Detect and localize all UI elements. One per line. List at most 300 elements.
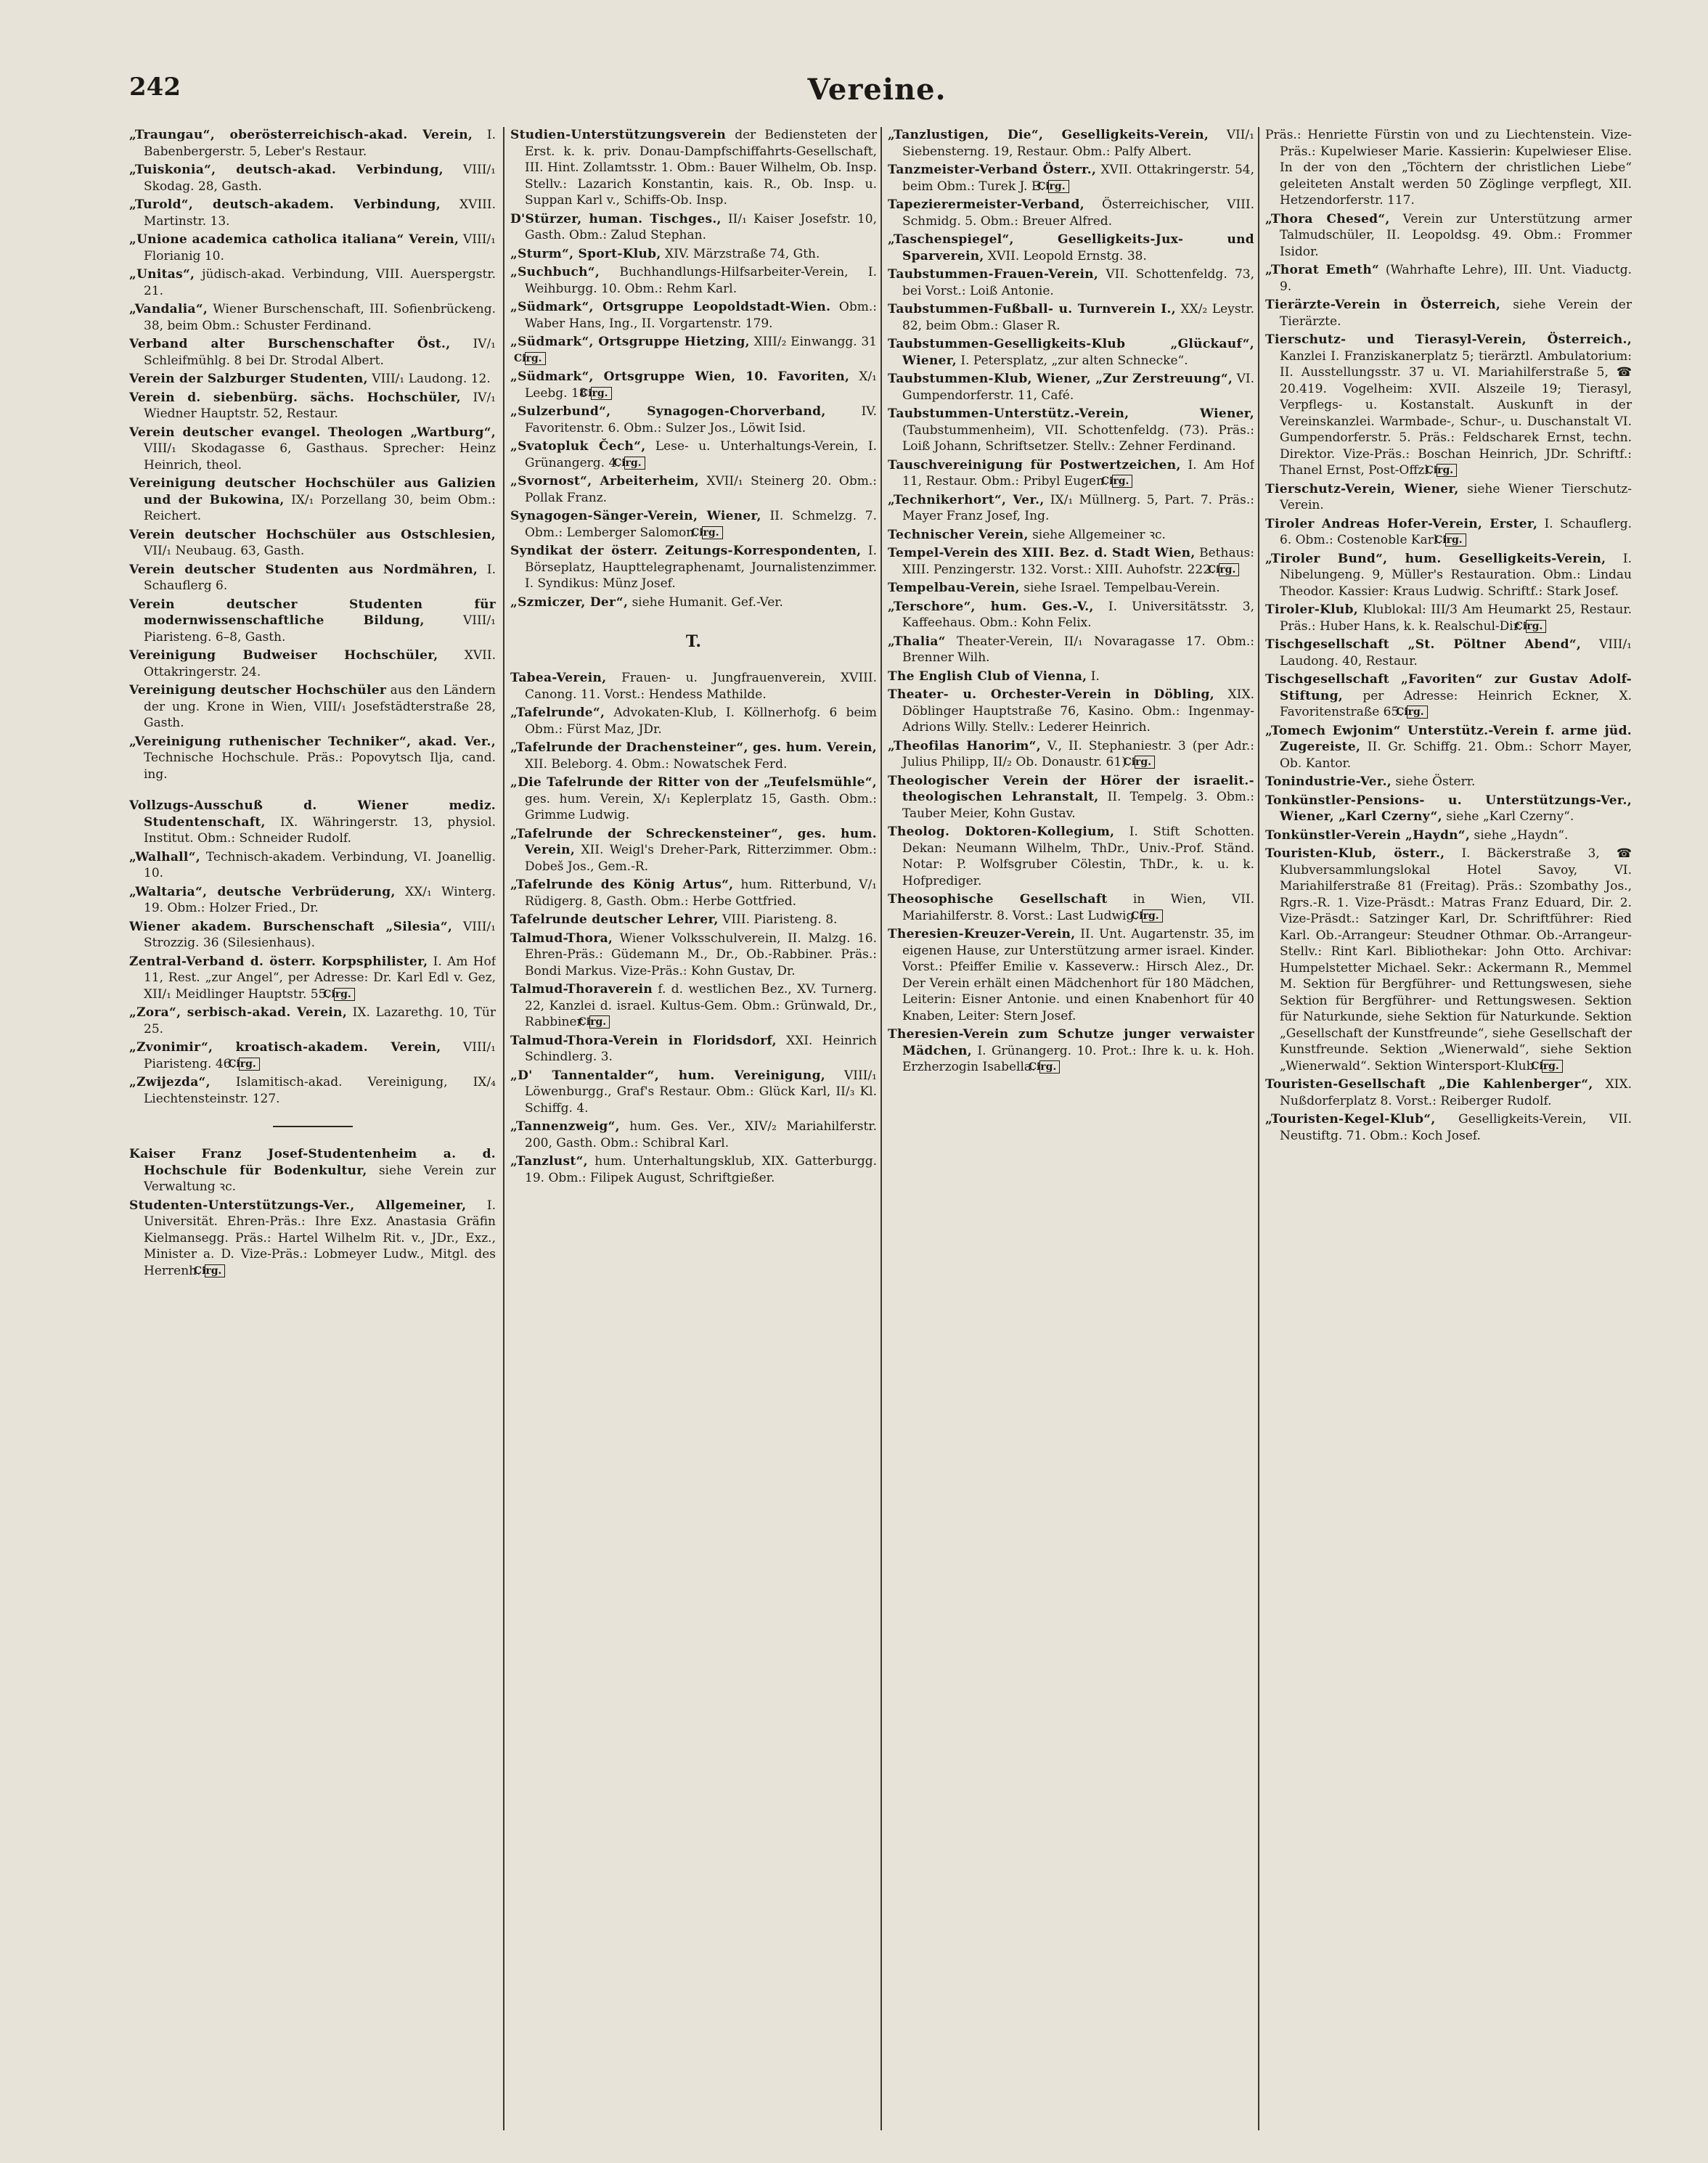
directory-entry — [129, 919, 496, 952]
directory-entry — [888, 773, 1254, 822]
directory-entry — [129, 597, 496, 646]
directory-entry — [510, 912, 877, 928]
directory-entry — [888, 301, 1254, 334]
directory-entry — [510, 334, 877, 367]
entry-details: Technisch-akadem. Verbindung, VI. Joanellig. 10. — [144, 849, 496, 880]
entry-details: siehe Verein zur Verwaltung ꝛc. — [144, 1163, 496, 1194]
entry-details: I. Babenbergerstr. 5, Leber's Restaur. — [144, 128, 496, 159]
entry-details: I. Börseplatz, Haupttelegraphenamt, Journalistenzimmer. I. Syndikus: Münz Josef. — [525, 544, 877, 591]
entry-details: Wiener Burschenschaft, III. Sofienbrückeng. 38, beim Obm.: Schuster Ferdinand. — [144, 302, 496, 333]
entry-details: in Wien, VII. Mariahilferstr. 8. Vorst.: Last Ludwig. — [902, 892, 1254, 923]
directory-entry — [888, 926, 1254, 1024]
entry-details: XIX. Nußdorferplatz 8. Vorst.: Reiberger Rudolf. — [1280, 1077, 1632, 1108]
entry-name: Tischgesellschaft „Favoriten“ zur Gustav Adolf-Stiftung, — [1265, 672, 1632, 703]
entry-details: XX/₂ Leystr. 82, beim Obm.: Glaser R. — [902, 302, 1254, 333]
directory-entry — [1265, 827, 1632, 844]
cirg-stamp: Cirg. — [239, 1058, 260, 1071]
entry-name: Verein deutscher Studenten aus Nordmähren, — [129, 562, 478, 577]
entry-name: „Zora“, serbisch-akad. Verein, — [129, 1005, 348, 1020]
entry-name: Verein deutscher evangel. Theologen „Wartburg“, — [129, 425, 496, 440]
entry-details: I. Bäckerstraße 3, ☎ Klubversammlungslokal Hotel Savoy, VI. Mariahilferstraße 81 (Freitag). Präs.: Szombathy Jos., Rgrs.-R. 1. Vize-Präsdt.: Matras Franz Eduard, Dir. 2. Vize-Präsdt.: Satzinger Karl, Dr. Schriftführer: Ried Karl. Ob.-Arrangeur: Steudner Othmar. Ob.-Arrangeur-Stellv.: Rint Karl. Bibliothekar: John Otto. Archivar: Humpelstetter Michael. Sekr.: Ackermann R., Memmel M. Sektion für Bergführer- und Rettungswesen, siehe Sektion für Bergführer- und Rettungswesen. Sektion für Naturkunde, siehe Sektion für Naturkunde. Sektion „Gesellschaft der Kunstfreunde“, siehe Gesellschaft der Kunstfreunde. Sektion „Wienerwald“, siehe Sektion „Wienerwald“. Sektion Wintersport-Klub. — [1280, 846, 1632, 1074]
entry-name: Taubstummen-Geselligkeits-Klub „Glückauf“, Wiener, — [888, 337, 1254, 368]
entry-details: Frauen- u. Jungfrauenverein, XVIII. Canong. 11. Vorst.: Hendess Mathilde. — [525, 671, 877, 702]
directory-entry — [888, 336, 1254, 369]
cirg-stamp: Cirg. — [702, 526, 723, 539]
entry-name: Studien-Unterstützungsverein — [510, 128, 727, 142]
entry-details: XVIII. Martinstr. 13. — [144, 197, 496, 229]
entry-name: Tonindustrie-Ver., — [1265, 774, 1392, 789]
entry-name: Tischgesellschaft „St. Pöltner Abend“, — [1265, 637, 1582, 652]
entry-details: I. Schauflerg. 6. Obm.: Costenoble Karl. — [1280, 516, 1632, 547]
entry-name: The English Club of Vienna, — [888, 668, 1087, 684]
entry-name: „Vereinigung ruthenischer Techniker“, akad. Ver., — [129, 734, 496, 749]
entry-name: „Turold“, deutsch-akadem. Verbindung, — [129, 197, 441, 212]
entry-name: „Suchbuch“, — [510, 265, 600, 279]
column-3 — [888, 127, 1254, 2130]
entry-details: Advokaten-Klub, I. Köllnerhofg. 6 beim Obm.: Fürst Maz, JDr. — [525, 706, 877, 737]
directory-entry — [1265, 1111, 1632, 1144]
entry-details: VIII/₁ Piaristeng. 6–8, Gasth. — [144, 613, 496, 645]
entry-name: „Svornost“, Arbeiterheim, — [510, 474, 699, 488]
entry-details: Lese- u. Unterhaltungs-Verein, I. Grünangerg. 4. — [525, 439, 877, 470]
entry-name: Vereinigung deutscher Hochschüler — [129, 683, 387, 698]
directory-entry — [888, 891, 1254, 924]
entry-name: „Traungau“, oberösterreichisch-akad. Verein, — [129, 128, 473, 142]
cirg-stamp: Cirg. — [589, 1015, 610, 1029]
entry-name: Tierärzte-Verein in Österreich, — [1265, 298, 1501, 312]
entry-name: Vollzugs-Ausschuß d. Wiener mediz. Studentenschaft, — [129, 798, 496, 830]
entry-name: „Tafelrunde des König Artus“, — [510, 878, 734, 892]
directory-entry — [1265, 602, 1632, 634]
entry-details: XX/₁ Winterg. 19. Obm.: Holzer Fried., Dr. — [144, 884, 496, 915]
entry-details: siehe „Karl Czerny“. — [1442, 809, 1574, 824]
entry-details: per Adresse: Heinrich Eckner, X. Favoritenstraße 65. — [1280, 688, 1632, 719]
cirg-stamp: Cirg. — [205, 1264, 226, 1277]
directory-entry — [888, 266, 1254, 299]
entry-details: XIII/₂ Einwangg. 31 — [749, 335, 877, 349]
entry-details: jüdisch-akad. Verbindung, VIII. Auerspergstr. 21. — [144, 267, 496, 298]
directory-entry — [129, 1146, 496, 1195]
directory-entry — [888, 1026, 1254, 1076]
entry-details: siehe Österr. — [1392, 774, 1476, 789]
directory-entry — [510, 264, 877, 297]
column-divider — [1258, 127, 1259, 2130]
entry-details: II. Tempelg. 3. Obm.: Tauber Meier, Kohn Gustav. — [902, 790, 1254, 821]
directory-entry — [1265, 846, 1632, 1074]
entry-name: Syndikat der österr. Zeitungs-Korrespondenten, — [510, 544, 862, 558]
entry-name: D'Stürzer, human. Tischges., — [510, 211, 722, 226]
directory-entry — [510, 543, 877, 592]
cirg-stamp: Cirg. — [1437, 464, 1458, 477]
entry-name: „Tanzlust“, — [510, 1154, 588, 1169]
entry-name: Talmud-Thora-Verein in Floridsdorf, — [510, 1033, 777, 1048]
column-divider — [503, 127, 504, 2130]
directory-entry — [129, 371, 496, 388]
entry-name: „Sulzerbund“, Synagogen-Chorverband, — [510, 404, 826, 419]
entry-details: XIX. Döblinger Hauptstraße 76, Kasino. Obm.: Ingenmay-Adrions Willy. Stellv.: Lederer Heinrich. — [902, 687, 1254, 735]
entry-name: „Tafelrunde der Schreckensteiner“, ges. hum. Verein, — [510, 826, 877, 857]
entry-name: „Walhall“, — [129, 849, 200, 864]
entry-name: „Tafelrunde der Drachensteiner“, ges. hum. Verein, — [510, 740, 877, 755]
entry-details: Kanzlei I. Franziskanerplatz 5; tierärztl. Ambulatorium: II. Ausstellungsstr. 37 u. VI. Mariahilferstraße 5, ☎ 20.419. Vogelheim: XVII. Alszeile 19; Tierasyl, Verpflegs- u. Kostanstalt. Auskunft in der Vereinskanzlei. Warmbade-, Schur-, u. Duschanstalt VI. Gumpendorferstr. 5. Präs.: Feldscharek Ernst, techn. Direktor. Vize-Präs.: Boschan Heinrich, JDr. Schriftf.: Thanel Ernst, Post-Offzl. — [1280, 348, 1632, 478]
entry-name: Theater- u. Orchester-Verein in Döbling, — [888, 687, 1214, 702]
entry-details: VIII/₁ Laudong. 12. — [367, 372, 491, 386]
entry-details: IX/₁ Porzellang 30, beim Obm.: Reichert. — [144, 492, 496, 523]
entry-name: Theologischer Verein der Hörer der israelit.-theologischen Lehranstalt, — [888, 773, 1254, 804]
cirg-stamp: Cirg. — [1407, 706, 1428, 719]
entry-details: (Taubstummenheim), VII. Schottenfeldg. (73). Präs.: Loiß Johann, Schriftsetzer. Stellv.: Zehner Ferdinand. — [902, 422, 1254, 454]
entry-name: Tierschutz- und Tierasyl-Verein, Österreich., — [1265, 332, 1632, 347]
directory-entry — [129, 232, 496, 264]
entry-details: I. Universität. Ehren-Präs.: Ihre Exz. Anastasia Gräfin Kielmansegg. Präs.: Hartel Wilhelm Rit. v., JDr., Exz., Minister a. D. Vize-Präs.: Lobmeyer Ludw., Mitgl. des Herrenh. — [144, 1198, 496, 1278]
entry-name: Zentral-Verband d. österr. Korpsphilister, — [129, 954, 428, 969]
entry-name: Touristen-Gesellschaft „Die Kahlenberger“, — [1265, 1077, 1593, 1092]
directory-entry — [510, 826, 877, 875]
entry-name: „Touristen-Kegel-Klub“, — [1265, 1112, 1436, 1127]
entry-details: II. Gr. Schiffg. 21. Obm.: Schorr Mayer, Ob. Kantor. — [1280, 740, 1632, 771]
entry-name: Synagogen-Sänger-Verein, Wiener, — [510, 509, 761, 523]
entry-name: Verein deutscher Studenten für modernwissenschaftliche Bildung, — [129, 597, 496, 628]
directory-entry — [510, 127, 877, 209]
entry-name: Theosophische Gesellschaft — [888, 892, 1108, 907]
entry-details: Technische Hochschule. Präs.: Popovytsch Ilja, cand. ing. — [144, 751, 496, 782]
directory-entry — [1265, 774, 1632, 790]
entry-name: „Unitas“, — [129, 267, 195, 282]
directory-entry — [1265, 793, 1632, 825]
directory-entry — [129, 798, 496, 847]
entry-details: VIII/₁ Skodag. 28, Gasth. — [144, 163, 496, 194]
entry-name: „Technikerhort“, Ver., — [888, 492, 1045, 507]
directory-entry — [888, 687, 1254, 736]
entry-name: „Theofilas Hanorim“, — [888, 738, 1041, 753]
entry-details: XVII. Leopold Ernstg. 38. — [984, 248, 1147, 263]
entry-details: VIII/₁ Laudong. 40, Restaur. — [1280, 637, 1632, 668]
directory-entry — [129, 336, 496, 369]
directory-entry — [129, 849, 496, 882]
entry-details: I. Am Hof 11, Restaur. Obm.: Pribyl Eugen. — [902, 457, 1254, 488]
entry-details: XVII/₁ Steinerg 20. Obm.: Pollak Franz. — [525, 474, 877, 505]
directory-entry — [1265, 1076, 1632, 1109]
directory-entry — [510, 404, 877, 436]
entry-details: XVII. Ottakringerstr. 24. — [144, 648, 496, 679]
entry-details: XIV. Märzstraße 74, Gth. — [661, 246, 820, 261]
entry-name: „Unione academica catholica italiana“ Verein, — [129, 232, 459, 247]
entry-name: Taubstummen-Klub, Wiener, „Zur Zerstreuung“, — [888, 372, 1233, 386]
entry-name: Vereinigung Budweiser Hochschüler, — [129, 648, 438, 663]
directory-entry — [1265, 262, 1632, 295]
entry-details: Islamitisch-akad. Vereinigung, IX/₄ Liechtensteinstr. 127. — [144, 1075, 496, 1106]
directory-entry — [510, 670, 877, 703]
entry-details: Theater-Verein, II/₁ Novaragasse 17. Obm.: Brenner Wilh. — [902, 634, 1254, 665]
directory-entry — [510, 438, 877, 471]
directory-entry — [510, 211, 877, 244]
entry-details: XXI. Heinrich Schindlerg. 3. — [525, 1033, 877, 1064]
cirg-stamp: Cirg. — [525, 352, 546, 365]
entry-name: „Szmiczer, Der“, — [510, 594, 629, 610]
entry-details: hum. Ges. Ver., XIV/₂ Mariahilferstr. 200, Gasth. Obm.: Schibral Karl. — [525, 1119, 877, 1150]
directory-entry — [1265, 211, 1632, 261]
entry-name: „Zwijezda“, — [129, 1075, 211, 1089]
directory-entry — [129, 390, 496, 422]
directory-entry — [510, 1068, 877, 1117]
directory-entry — [129, 475, 496, 525]
entry-name: Theolog. Doktoren-Kollegium, — [888, 825, 1115, 839]
entry-name: Verein d. siebenbürg. sächs. Hochschüler, — [129, 390, 461, 405]
entry-details: V., II. Stephaniestr. 3 (per Adr.: Julius Philipp, II/₂ Ob. Donaustr. 61). — [902, 738, 1254, 769]
entry-details: I. Am Hof 11, Rest. „zur Angel“, per Adresse: Dr. Karl Edl v. Gez, XII/₁ Meidlinger Hauptstr. 55. — [144, 954, 496, 1002]
entry-details: Buchhandlungs-Hilfsarbeiter-Verein, I. Weihburgg. 10. Obm.: Rehm Karl. — [525, 265, 877, 296]
section-separator — [273, 1126, 353, 1127]
entry-details: II. Unt. Augartenstr. 35, im eigenen Hause, zur Unterstützung armer israel. Kinder. Vorst.: Pfeiffer Emilie v. Kasseverw.: Hirsch Alez., Dr. Der Verein erhält einen Mädchenhort für 180 Mädchen, Leiterin: Eisner Antonie. und einen Knabenhort für 40 Knaben, Leiter: Stern Josef. — [902, 927, 1254, 1023]
entry-name: Kaiser Franz Josef-Studentenheim a. d. Hochschule für Bodenkultur, — [129, 1147, 496, 1178]
entry-name: Verband alter Burschenschafter Öst., — [129, 337, 451, 351]
entry-name: Tabea-Verein, — [510, 671, 607, 685]
directory-entry — [510, 931, 877, 980]
entry-name: „Zvonimir“, kroatisch-akadem. Verein, — [129, 1040, 441, 1055]
entry-name: „Tomech Ewjonim“ Unterstütz.-Verein f. arme jüd. Zugereiste, — [1265, 723, 1632, 754]
column-divider — [880, 127, 882, 2130]
columns-container — [129, 127, 1639, 2138]
entry-name: Tanzmeister-Verband Österr., — [888, 163, 1097, 177]
entry-name: Theresien-Kreuzer-Verein, — [888, 927, 1076, 941]
directory-entry — [129, 647, 496, 680]
entry-details: siehe „Haydn“. — [1470, 827, 1569, 843]
directory-entry — [1265, 637, 1632, 669]
entry-name: „Südmark“, Ortsgruppe Leopoldstadt-Wien. — [510, 300, 831, 314]
directory-entry — [510, 1119, 877, 1151]
entry-name: „Sturm“, Sport-Klub, — [510, 246, 661, 261]
directory-entry — [510, 473, 877, 506]
directory-entry — [888, 197, 1254, 229]
entry-name: „Tanzlustigen, Die“, Geselligkeits-Verein, — [888, 128, 1209, 142]
entry-details: I. — [1087, 668, 1100, 684]
entry-details: f. d. westlichen Bez., XV. Turnerg. 22, Kanzlei d. israel. Kultus-Gem. Obm.: Grünwald, Dr., Rabbiner. — [525, 982, 877, 1029]
entry-details: VIII/₁ Strozzig. 36 (Silesienhaus). — [144, 919, 496, 950]
directory-entry — [510, 740, 877, 772]
entry-name: „Tiroler Bund“, hum. Geselligkeits-Verein, — [1265, 551, 1606, 566]
directory-entry — [1265, 723, 1632, 772]
column-2 — [510, 127, 877, 2130]
entry-details: Bethaus: XIII. Penzingerstr. 132. Vorst.: XIII. Auhofstr. 222. — [902, 546, 1254, 577]
directory-entry — [510, 774, 877, 824]
directory-entry — [129, 1039, 496, 1072]
entry-details: siehe Humanit. Gef.-Ver. — [628, 594, 783, 610]
entry-details: Präs.: Henriette Fürstin von und zu Liechtenstein. Vize-Präs.: Kupelwieser Marie. Kassierin: Kupelwieser Elise. In der von den „Töchtern der christlichen Liebe“ geleiteten Anstalt werden 50 Zöglinge verpflegt, XII. Hetzendorferstr. 117. — [1265, 128, 1632, 208]
directory-entry — [1265, 551, 1632, 600]
directory-entry — [888, 406, 1254, 455]
cirg-stamp: Cirg. — [1039, 1060, 1061, 1074]
directory-entry — [1265, 481, 1632, 514]
entry-details: siehe Wiener Tierschutz-Verein. — [1280, 481, 1632, 512]
directory-entry — [888, 580, 1254, 597]
entry-details: siehe Verein der Tierärzte. — [1280, 298, 1632, 329]
entry-name: Studenten-Unterstützungs-Ver., Allgemeiner, — [129, 1198, 467, 1213]
entry-details: VIII/₁ Piaristeng. 46. — [144, 1040, 496, 1071]
directory-entry — [888, 492, 1254, 525]
entry-details: XII. Beleborg. 4. Obm.: Nowatschek Ferd. — [525, 756, 788, 772]
directory-entry — [129, 301, 496, 334]
entry-name: „Thalia“ — [888, 634, 946, 649]
entry-name: Tonkünstler-Verein „Haydn“, — [1265, 827, 1471, 843]
entry-name: „Die Tafelrunde der Ritter von der „Teufelsmühle“, — [510, 775, 877, 790]
entry-details: I. Petersplatz, „zur alten Schnecke“. — [956, 353, 1188, 368]
running-title: Vereine. — [807, 73, 947, 107]
directory-entry — [129, 266, 496, 299]
entry-details: X/₁ Leebg. 18 — [525, 369, 877, 401]
entry-name: „Tuiskonia“, deutsch-akad. Verbindung, — [129, 163, 444, 177]
entry-details: II. Schmelzg. 7. Obm.: Lemberger Salomon. — [525, 509, 877, 540]
entry-details: I. Universitätsstr. 3, Kaffeehaus. Obm.: Kohn Felix. — [902, 599, 1254, 630]
cirg-stamp: Cirg. — [591, 387, 612, 400]
entry-details: IX/₁ Müllnerg. 5, Part. 7. Präs.: Mayer Franz Josef, Ing. — [902, 492, 1254, 523]
directory-entry — [888, 738, 1254, 771]
cirg-stamp: Cirg. — [624, 457, 645, 470]
entry-details: IV/₁ Wiedner Hauptstr. 52, Restaur. — [144, 390, 496, 421]
directory-entry — [888, 599, 1254, 631]
cirg-stamp: Cirg. — [1526, 620, 1547, 633]
directory-entry — [510, 508, 877, 541]
entry-details: VIII/₁ Löwenburgg., Graf's Restaur. Obm.: Glück Karl, II/₃ Kl. Schiffg. 4. — [525, 1068, 877, 1116]
directory-entry — [129, 884, 496, 917]
entry-details: II/₁ Kaiser Josefstr. 10, Gasth. Obm.: Zalud Stephan. — [525, 211, 877, 242]
entry-name: „Vandalia“, — [129, 302, 208, 316]
directory-entry — [129, 734, 496, 783]
directory-entry — [888, 824, 1254, 889]
entry-name: Taubstummen-Fußball- u. Turnverein I., — [888, 302, 1176, 316]
directory-entry — [888, 162, 1254, 195]
entry-details: IV/₁ Schleifmühlg. 8 bei Dr. Strodal Albert. — [144, 337, 496, 368]
entry-name: „Taschenspiegel“, Geselligkeits-Jux- und Sparverein, — [888, 232, 1254, 263]
entry-name: Tafelrunde deutscher Lehrer, — [510, 912, 719, 927]
entry-details: VIII/₁ Skodagasse 6, Gasthaus. Sprecher: Heinz Heinrich, theol. — [144, 441, 496, 473]
directory-entry — [888, 457, 1254, 490]
entry-name: Wiener akadem. Burschenschaft „Silesia“, — [129, 919, 453, 934]
column-4 — [1265, 127, 1632, 2130]
section-letter: T. — [685, 632, 702, 651]
entry-name: Tonkünstler-Pensions- u. Unterstützungs-Ver., Wiener, „Karl Czerny“, — [1265, 793, 1632, 824]
entry-name: Touristen-Klub, österr., — [1265, 846, 1445, 861]
entry-details: VII. Schottenfeldg. 73, bei Vorst.: Loiß Antonie. — [902, 267, 1254, 298]
entry-details: Klublokal: III/3 Am Heumarkt 25, Restaur. Präs.: Huber Hans, k. k. Realschul-Dir. — [1280, 602, 1632, 634]
cirg-stamp: Cirg. — [1542, 1060, 1563, 1073]
directory-entry — [1265, 516, 1632, 549]
entry-name: „Svatopluk Čech“, — [510, 439, 646, 454]
entry-details: XVII. Ottakringerstr. 54, beim Obm.: Turek J. E. — [902, 163, 1254, 194]
entry-name: Tiroler Andreas Hofer-Verein, Erster, — [1265, 516, 1538, 531]
entry-name: „Waltaria“, deutsche Verbrüderung, — [129, 884, 396, 899]
directory-entry — [888, 527, 1254, 544]
directory-entry — [510, 1033, 877, 1066]
entry-name: Vereinigung deutscher Hochschüler aus Galizien und der Bukowina, — [129, 476, 496, 507]
entry-name: „Thora Chesed“, — [1265, 211, 1390, 226]
entry-name: Tierschutz-Verein, Wiener, — [1265, 481, 1459, 496]
entry-name: Tapezierermeister-Verband, — [888, 197, 1084, 212]
directory-entry — [888, 545, 1254, 578]
directory-entry — [510, 246, 877, 263]
entry-details: ges. hum. Verein, X/₁ Keplerplatz 15, Gasth. Obm.: Grimme Ludwig. — [525, 791, 877, 822]
directory-entry — [129, 127, 496, 160]
entry-details: I. Stift Schotten. Dekan: Neumann Wilhelm, ThDr., Univ.-Prof. Ständ. Notar: P. Wolfsgruber Cölestin, ThDr., k. u. k. Hofprediger. — [902, 825, 1254, 888]
entry-name: Tempel-Verein des XIII. Bez. d. Stadt Wien, — [888, 546, 1196, 560]
cirg-stamp: Cirg. — [334, 988, 355, 1001]
entry-details: IV. Favoritenstr. 6. Obm.: Sulzer Jos., Löwit Isid. — [525, 404, 877, 436]
entry-name: Taubstummen-Unterstütz.-Verein, Wiener, — [888, 406, 1254, 421]
entry-details: IX. Lazarethg. 10, Tür 25. — [144, 1005, 496, 1036]
entry-details: IX. Währingerstr. 13, physiol. Institut. Obm.: Schneider Rudolf. — [144, 814, 496, 846]
directory-entry — [129, 162, 496, 195]
entry-name: Verein der Salzburger Studenten, — [129, 372, 368, 386]
entry-name: „Südmark“, Ortsgruppe Wien, 10. Favoriten, — [510, 369, 850, 384]
entry-details: Geselligkeits-Verein, VII. Neustiftg. 71. Obm.: Koch Josef. — [1280, 1112, 1632, 1143]
entry-name: „Terschore“, hum. Ges.-V., — [888, 599, 1094, 614]
entry-details: siehe Israel. Tempelbau-Verein. — [1019, 581, 1220, 595]
entry-details: I. Grünangerg. 10. Prot.: Ihre k. u. k. Hoh. Erzherzogin Isabella. — [902, 1043, 1254, 1074]
directory-entry — [510, 1153, 877, 1186]
directory-entry — [888, 634, 1254, 666]
directory-entry — [510, 981, 877, 1031]
spacer — [129, 785, 496, 798]
entry-details: der Bediensteten der Erst. k. k. priv. Donau-Dampfschiffahrts-Gesellschaft, III. Hint. Zollamtsstr. 1. Obm.: Bauer Wilhelm, Ob. Insp. Stellv.: Lazarich Konstantin, kais. R., Ob. Insp. u. Suppan Karl v., Schiffs-Ob. Insp. — [525, 128, 877, 208]
directory-entry — [129, 1074, 496, 1107]
directory-entry — [510, 877, 877, 909]
entry-details: (Wahrhafte Lehre), III. Unt. Viaductg. 9. — [1280, 263, 1632, 294]
entry-details: I. Schauflerg 6. — [144, 562, 496, 593]
entry-details: Obm.: Waber Hans, Ing., II. Vorgartenstr. 179. — [525, 300, 877, 331]
entry-name: „Südmark“, Ortsgruppe Hietzing, — [510, 335, 750, 349]
directory-entry — [510, 369, 877, 401]
directory-entry — [510, 705, 877, 737]
directory-entry — [888, 127, 1254, 160]
entry-details: VI. Gumpendorferstr. 11, Café. — [902, 372, 1254, 403]
directory-entry — [129, 527, 496, 560]
directory-entry — [1265, 127, 1632, 209]
cirg-stamp: Cirg. — [1219, 563, 1240, 576]
directory-entry — [888, 371, 1254, 404]
entry-details: Wiener Volksschulverein, II. Malzg. 16. Ehren-Präs.: Güdemann M., Dr., Ob.-Rabbiner. Präs.: Bondi Markus. Vize-Präs.: Kohn Gustav, Dr. — [525, 931, 877, 978]
page-number: 242 — [129, 73, 181, 102]
entry-name: Verein deutscher Hochschüler aus Ostschlesien, — [129, 527, 496, 542]
directory-entry — [1265, 671, 1632, 721]
directory-entry — [129, 1198, 496, 1280]
entry-details: VIII. Piaristeng. 8. — [718, 912, 838, 927]
entry-name: Technischer Verein, — [888, 527, 1029, 542]
directory-entry — [1265, 332, 1632, 479]
entry-name: „Tannenzweig“, — [510, 1119, 620, 1134]
directory-entry — [888, 232, 1254, 264]
directory-entry — [510, 594, 877, 611]
entry-details: Österreichischer, VIII. Schmidg. 5. Obm.: Breuer Alfred. — [902, 197, 1254, 229]
entry-name: „Thorat Emeth“ — [1265, 263, 1380, 277]
entry-details: VII/₁ Siebensterng. 19, Restaur. Obm.: Palfy Albert. — [902, 128, 1254, 159]
entry-name: Talmud-Thora, — [510, 931, 613, 946]
directory-entry — [888, 668, 1254, 685]
cirg-stamp: Cirg. — [1112, 475, 1133, 488]
entry-name: Tauschvereinigung für Postwertzeichen, — [888, 457, 1181, 473]
entry-details: hum. Unterhaltungsklub, XIX. Gatterburgg. 19. Obm.: Filipek August, Schriftgießer. — [525, 1154, 877, 1185]
column-1 — [129, 127, 496, 2130]
entry-name: „D' Tannentalder“, hum. Vereinigung, — [510, 1068, 825, 1083]
entry-name: Talmud-Thoraverein — [510, 982, 653, 997]
cirg-stamp: Cirg. — [1142, 909, 1163, 923]
entry-name: Theresien-Verein zum Schutze junger verwaister Mädchen, — [888, 1027, 1254, 1058]
entry-details: I. Nibelungeng. 9, Müller's Restauration. Obm.: Lindau Theodor. Kassier: Kraus Ludwig. Schriftf.: Stark Josef. — [1280, 551, 1632, 599]
entry-details: siehe Allgemeiner ꝛc. — [1028, 527, 1166, 542]
entry-name: „Tafelrunde“, — [510, 706, 605, 720]
cirg-stamp: Cirg. — [1445, 533, 1466, 547]
directory-entry — [129, 682, 496, 732]
entry-name: Taubstummen-Frauen-Verein, — [888, 267, 1099, 282]
directory-entry — [129, 197, 496, 229]
